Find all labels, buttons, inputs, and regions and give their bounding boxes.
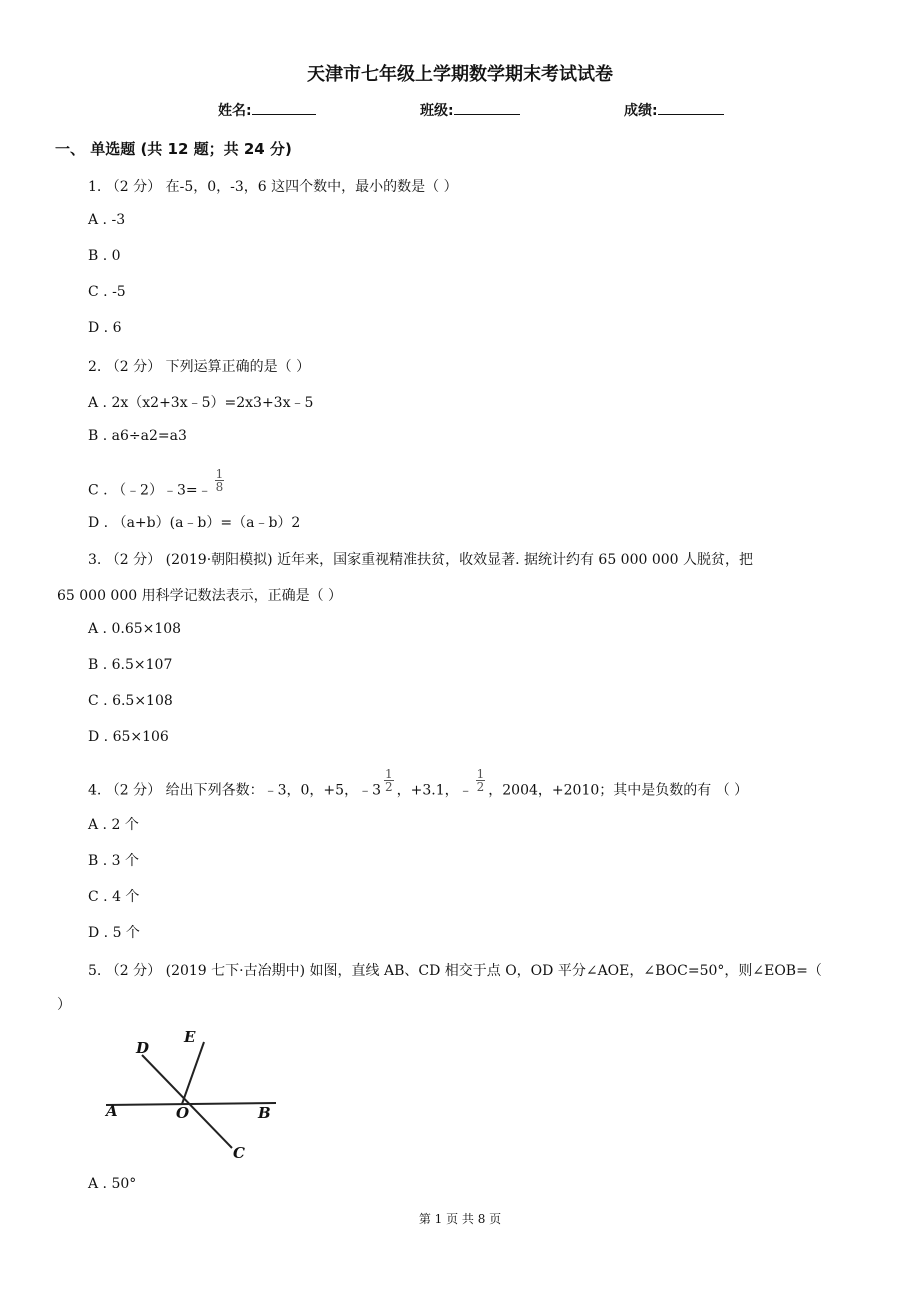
ray-oe — [182, 1042, 204, 1104]
question-2-option-c — [88, 467, 227, 503]
fraction-numerator: 1 — [384, 767, 393, 781]
question-1-option-a: A . -3 — [88, 212, 126, 228]
intersecting-lines-figure — [100, 1020, 290, 1170]
fraction-numerator: 1 — [215, 467, 224, 481]
question-2-option-d: D . （a+b）(a﹣b）=（a﹣b）2 — [88, 515, 301, 531]
question-2-option-a: A . 2x（x2+3x﹣5）=2x3+3x﹣5 — [88, 395, 314, 411]
question-3-stem-line2: 65 000 000 用科学记数法表示，正确是（ ） — [57, 588, 343, 604]
question-1-option-b: B . 0 — [88, 248, 121, 264]
label-d: D — [136, 1039, 150, 1057]
question-4-stem-part2: ，+3.1，﹣ — [396, 782, 473, 799]
fraction-one-half-b — [476, 768, 486, 793]
question-4-option-d: D . 5 个 — [88, 925, 140, 941]
name-label: 姓名: — [218, 103, 252, 119]
question-4-option-c: C . 4 个 — [88, 889, 140, 905]
question-4-stem — [88, 767, 749, 803]
question-3-stem-line1: 3. （2 分） (2019·朝阳模拟) 近年来，国家重视精准扶贫，收效显著. 据统计约有 65 000 000 人脱贫，把 — [88, 552, 754, 568]
fraction-numerator: 1 — [476, 767, 485, 781]
score-blank — [658, 100, 724, 115]
question-2-stem: 2. （2 分） 下列运算正确的是（ ） — [88, 359, 311, 375]
label-b: B — [258, 1104, 271, 1122]
label-c: C — [233, 1144, 245, 1162]
question-3-option-a: A . 0.65×108 — [88, 621, 182, 637]
fraction-one-eighth — [215, 468, 225, 493]
class-field — [420, 100, 520, 120]
question-1-option-c: C . -5 — [88, 284, 126, 300]
question-2-option-b: B . a6÷a2=a3 — [88, 428, 187, 444]
question-4-stem-part1: 4. （2 分） 给出下列各数：﹣3，0，+5，﹣3 — [88, 782, 381, 799]
question-1-option-d: D . 6 — [88, 320, 122, 336]
class-blank — [454, 100, 520, 115]
score-label: 成绩: — [624, 103, 658, 119]
line-cd — [142, 1055, 232, 1148]
question-1-stem: 1. （2 分） 在-5，0，-3，6 这四个数中，最小的数是（ ） — [88, 179, 458, 195]
name-blank — [252, 100, 316, 115]
question-3-option-c: C . 6.5×108 — [88, 693, 173, 709]
name-field — [218, 100, 316, 120]
label-o: O — [176, 1104, 190, 1122]
question-5-stem-line2: ） — [57, 997, 71, 1013]
label-a: A — [106, 1102, 118, 1120]
question-4-option-a: A . 2 个 — [88, 817, 139, 833]
fraction-denominator: 2 — [476, 780, 485, 794]
fraction-one-half-a — [384, 768, 394, 793]
fraction-denominator: 2 — [384, 780, 393, 794]
question-2-option-c-text: C . （﹣2）﹣3=﹣ — [88, 482, 212, 499]
page-title: 天津市七年级上学期数学期末考试试卷 — [307, 64, 613, 85]
question-4-stem-part3: ，2004，+2010；其中是负数的有 （ ） — [488, 782, 749, 799]
fraction-denominator: 8 — [215, 480, 224, 494]
section-heading: 一、 单选题 (共 12 题；共 24 分) — [55, 140, 292, 158]
class-label: 班级: — [420, 103, 454, 119]
score-field — [624, 100, 724, 120]
question-5-option-a: A . 50° — [88, 1176, 137, 1192]
label-e: E — [184, 1028, 196, 1046]
question-3-option-b: B . 6.5×107 — [88, 657, 173, 673]
question-3-option-d: D . 65×106 — [88, 729, 169, 745]
question-4-option-b: B . 3 个 — [88, 853, 139, 869]
page-footer: 第 1 页 共 8 页 — [418, 1212, 502, 1226]
question-5-stem-line1: 5. （2 分） (2019 七下·古冶期中) 如图，直线 AB、CD 相交于点 O，OD 平分∠AOE，∠BOC=50°，则∠EOB=（ — [88, 963, 822, 979]
